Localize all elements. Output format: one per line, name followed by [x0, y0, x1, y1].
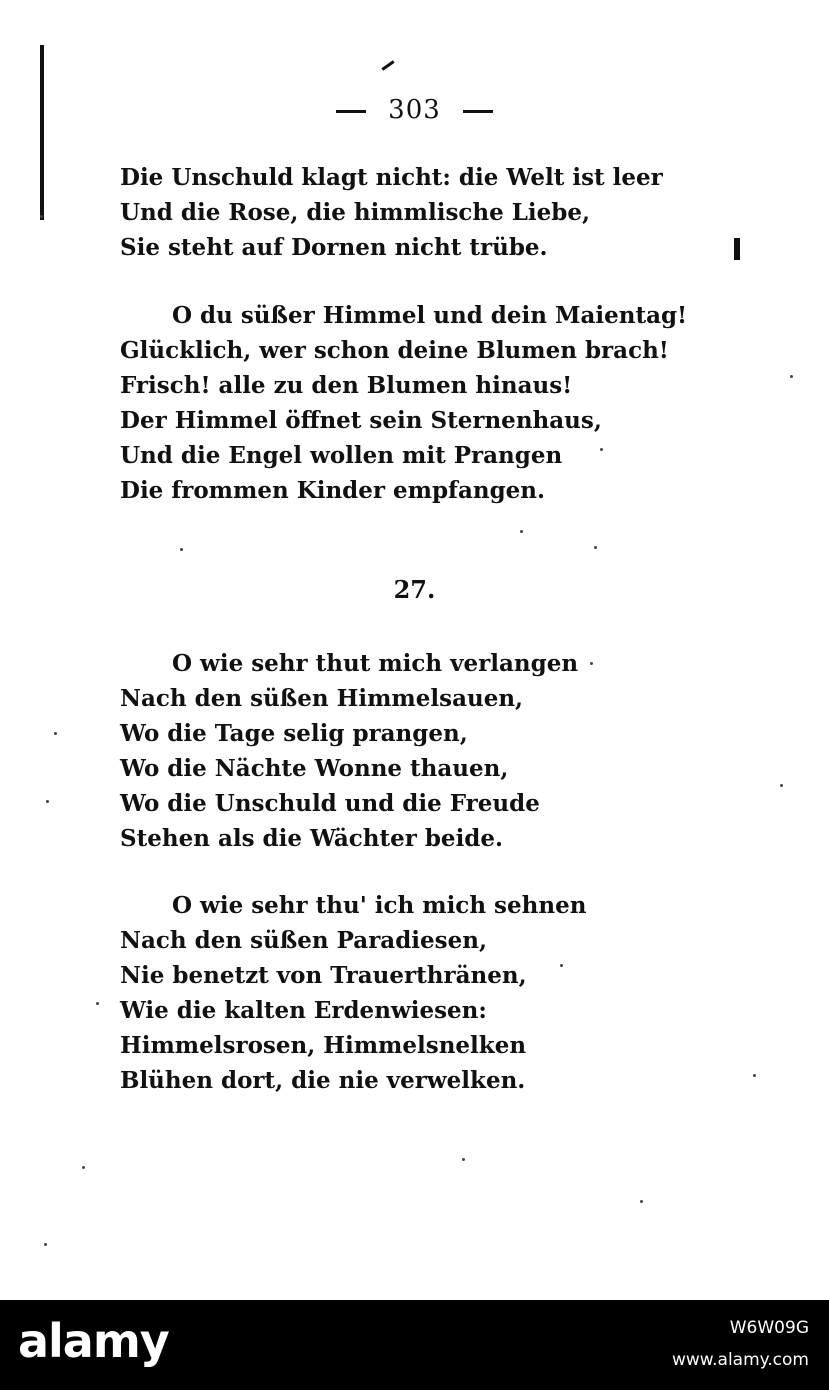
verse-line: Die frommen Kinder empfangen. — [120, 477, 546, 504]
verse-line: Nach den süßen Paradiesen, — [120, 927, 487, 954]
verse-line: Sie steht auf Dornen nicht trübe. — [120, 234, 548, 261]
scan-speck — [560, 964, 563, 967]
ink-blot — [734, 238, 740, 260]
verse-line: Und die Engel wollen mit Prangen — [120, 442, 563, 469]
verse-line: Wo die Tage selig prangen, — [120, 720, 468, 747]
verse-line: Der Himmel öffnet sein Sternenhaus, — [120, 407, 602, 434]
ink-stroke — [381, 60, 394, 70]
scan-speck — [462, 1158, 465, 1161]
scan-speck — [46, 800, 49, 803]
verse-line: Blühen dort, die nie verwelken. — [120, 1067, 526, 1094]
verse-line: Wo die Nächte Wonne thauen, — [120, 755, 509, 782]
scan-speck — [790, 375, 793, 378]
page-number — [0, 95, 829, 125]
verse-line: O du süßer Himmel und dein Maientag! — [172, 302, 688, 329]
verse-line: Nach den süßen Himmelsauen, — [120, 685, 524, 712]
scan-speck — [96, 1002, 99, 1005]
verse-line: Glücklich, wer schon deine Blumen brach! — [120, 337, 669, 364]
verse-line: O wie sehr thu' ich mich sehnen — [172, 892, 587, 919]
verse-line: Die Unschuld klagt nicht: die Welt ist leer — [120, 164, 663, 191]
page-number-text: 303 — [388, 95, 441, 125]
scan-speck — [780, 784, 783, 787]
watermark-bar — [0, 1300, 829, 1390]
verse-line: O wie sehr thut mich verlangen — [172, 650, 579, 677]
poem-number: 27. — [393, 575, 436, 604]
scan-speck — [54, 732, 57, 735]
verse-line: Stehen als die Wächter beide. — [120, 825, 504, 852]
header-dash-right — [463, 110, 493, 113]
scan-speck — [753, 1074, 756, 1077]
image-id: W6W09G — [729, 1318, 809, 1338]
watermark-url: www.alamy.com — [671, 1350, 809, 1370]
scan-speck — [40, 215, 43, 218]
scan-speck — [44, 1243, 47, 1246]
verse-line: Nie benetzt von Trauerthränen, — [120, 962, 527, 989]
scan-speck — [520, 530, 523, 533]
scan-speck — [600, 448, 603, 451]
header-dash-left — [336, 110, 366, 113]
scan-speck — [180, 548, 183, 551]
scan-speck — [594, 546, 597, 549]
verse-line: Frisch! alle zu den Blumen hinaus! — [120, 372, 573, 399]
verse-line: Himmelsrosen, Himmelsnelken — [120, 1032, 527, 1059]
scan-speck — [590, 662, 593, 665]
verse-line: Wie die kalten Erdenwiesen: — [120, 997, 487, 1024]
scan-speck — [82, 1166, 85, 1169]
verse-line: Und die Rose, die himmlische Liebe, — [120, 199, 591, 226]
page-edge-mark — [40, 45, 44, 220]
scan-speck — [640, 1200, 643, 1203]
verse-line: Wo die Unschuld und die Freude — [120, 790, 540, 817]
alamy-logo: alamy — [18, 1314, 169, 1368]
